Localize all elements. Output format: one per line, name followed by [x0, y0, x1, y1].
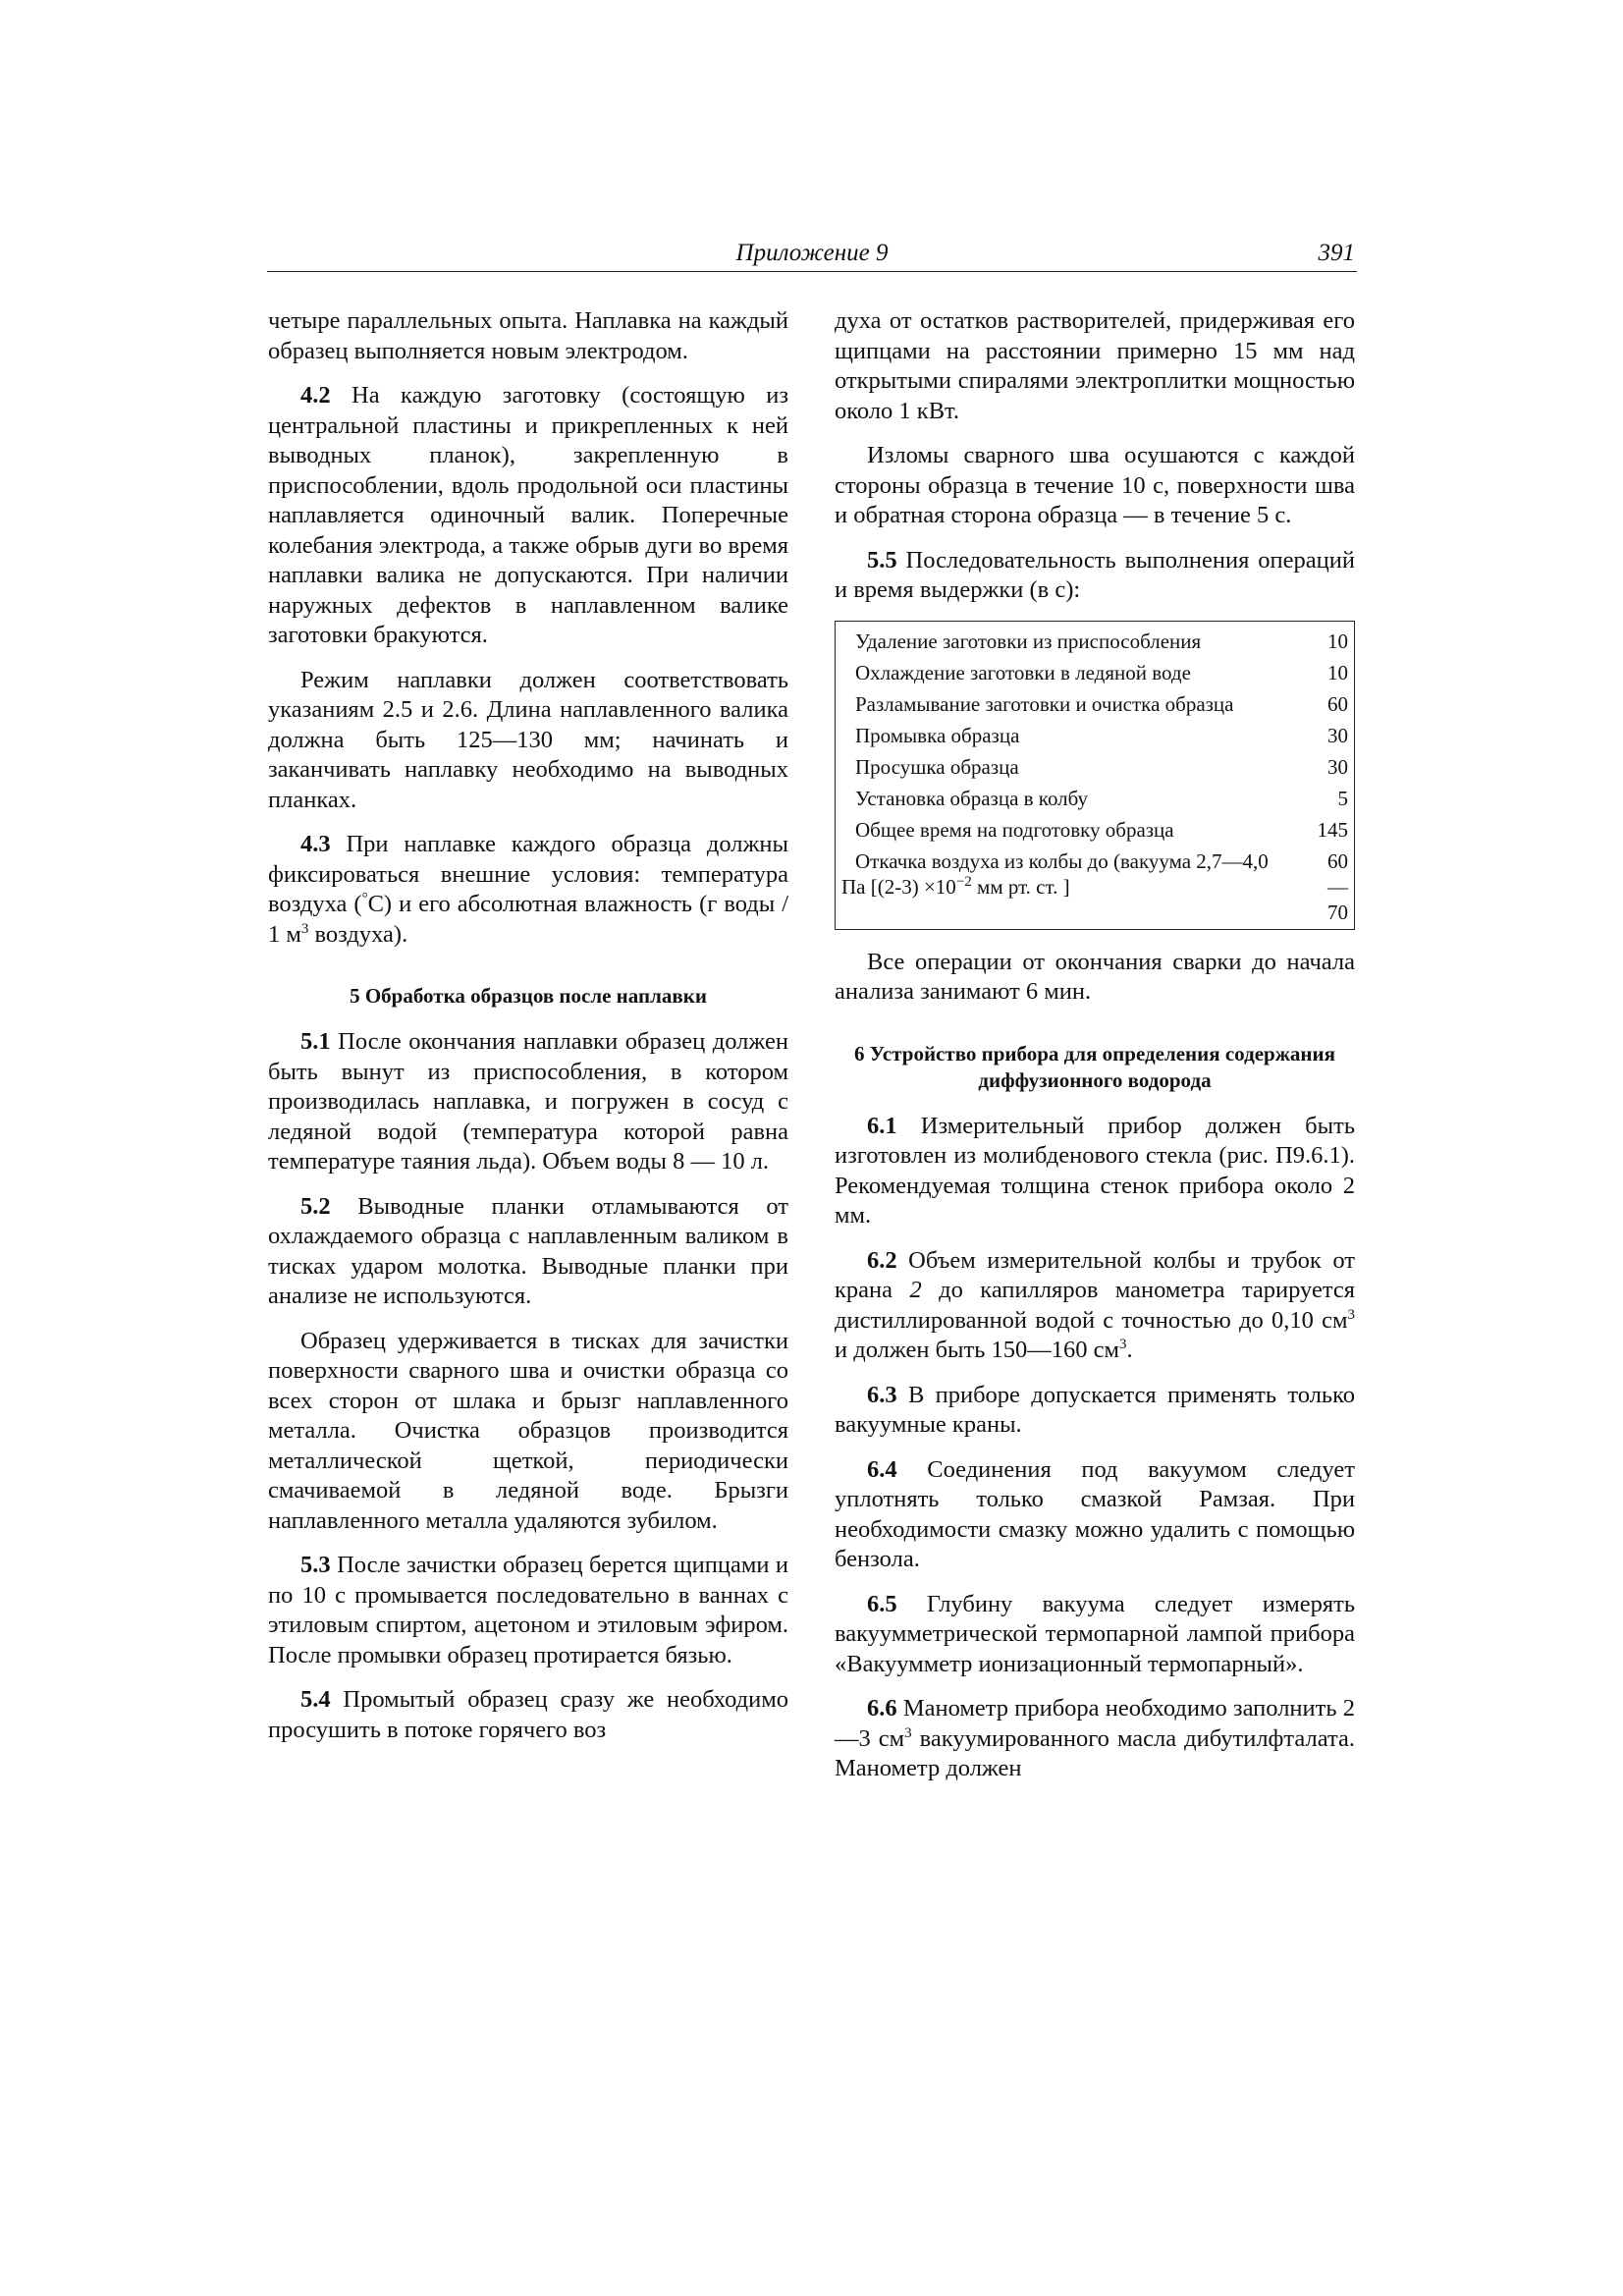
- superscript: 3: [300, 920, 309, 937]
- running-header: [267, 238, 1357, 272]
- clause-text: Измерительный прибор должен быть изготовлен из молибденового стекла (рис. П9.6.1). Рекомендуемая толщина стенок прибора около 2 мм.: [835, 1112, 1355, 1229]
- clause-text: На каждую заготовку (состоящую из центральной пластины и прикрепленных к ней выводных планок), закрепленную в приспособлении, вдоль продольной оси пластины наплавляется одиночный валик. Поперечные колебания электрода, а также обрыв дуги во время наплавки валика не допускаются. При наличии наружных дефектов в наплавленном валике заготовки бракуются.: [268, 382, 788, 648]
- clause-number: 5.4: [300, 1686, 331, 1713]
- clause-text: В приборе допускается применять только вакуумные краны.: [835, 1381, 1355, 1438]
- superscript: −2: [955, 873, 972, 890]
- clause-number: 6.3: [867, 1381, 897, 1408]
- paragraph-4-2: [268, 381, 788, 651]
- clause-text: C) и его абсолютная влажность (г воды / 1 м: [268, 891, 788, 948]
- paragraph-6-6: [835, 1694, 1355, 1784]
- clause-number: 6.5: [867, 1590, 897, 1617]
- clause-text: Промытый образец сразу же необходимо просушить в потоке горячего воз: [268, 1686, 788, 1743]
- left-column: [268, 306, 788, 1760]
- clause-number: 6.4: [867, 1455, 897, 1483]
- paragraph-5-2: [268, 1192, 788, 1312]
- section-heading-5: 5 Обработка образцов после наплавки: [350, 984, 707, 1008]
- clause-number: 4.3: [300, 831, 331, 857]
- right-column: [835, 306, 1355, 1799]
- operation-name: Охлаждение заготовки в ледяной воде: [855, 660, 1191, 684]
- clause-number: 6.6: [867, 1695, 897, 1722]
- degree-sign: °: [361, 890, 368, 906]
- paragraph-intro: четыре параллельных опыта. Наплавка на каждый образец выполняется новым электродом.: [268, 307, 788, 364]
- clause-text: При наплавке каждого образца должны фиксироваться внешние условия: температура воздуха (: [268, 831, 788, 917]
- table-row: [841, 754, 1348, 780]
- paragraph-6-2: [835, 1246, 1355, 1366]
- operation-name: Разламывание заготовки и очистка образца: [855, 691, 1234, 716]
- clause-number: 5.5: [867, 546, 897, 574]
- paragraph-4-2-b: Режим наплавки должен соответствовать указаниям 2.5 и 2.6. Длина наплавленного валика должна быть 125—130 мм; начинать и заканчивать наплавку необходимо на выводных планках.: [268, 666, 788, 813]
- header-title: Приложение 9: [735, 240, 889, 266]
- paragraph-izlomy: Изломы сварного шва осушаются с каждой стороны образца в течение 10 с, поверхности шва и обратная сторона образца — в течение 5 с.: [835, 442, 1355, 528]
- clause-text: Последовательность выполнения операций и время выдержки (в с):: [835, 546, 1355, 603]
- clause-number: 4.2: [300, 382, 331, 409]
- operation-name: Просушка образца: [855, 754, 1019, 779]
- superscript: 3: [1347, 1306, 1355, 1323]
- paragraph-5-2-b: Образец удерживается в тисках для зачистки поверхности сварного шва и очистки образца со всех сторон от шлака и брызг наплавленного металла. Очистка образцов производится металлической щеткой, периодически смачиваемой в ледяной воде. Брызги наплавленного металла удаляются зубилом.: [268, 1327, 788, 1534]
- operation-time: [1305, 848, 1348, 925]
- superscript: 3: [1119, 1336, 1127, 1352]
- operation-time: 30: [1327, 754, 1348, 779]
- clause-text: воздуха).: [308, 920, 408, 948]
- clause-number: 5.3: [300, 1552, 331, 1578]
- operation-time-part: 60 —: [1327, 848, 1348, 899]
- operation-name: Установка образца в колбу: [855, 786, 1089, 810]
- clause-text: .: [1126, 1337, 1133, 1363]
- paragraph-4-3: [268, 830, 788, 950]
- clause-text: Объем измерительной колбы и трубок от крана: [835, 1246, 1355, 1303]
- paragraph-5-1: [268, 1027, 788, 1177]
- paragraph-6-3: [835, 1381, 1355, 1441]
- clause-text: вакуумированного масла дибутилфталата. Манометр должен: [835, 1724, 1355, 1781]
- operation-time: 10: [1327, 629, 1348, 653]
- table-row: [841, 691, 1348, 717]
- section-heading-6: 6 Устройство прибора для определения содержания диффузионного водорода: [853, 1041, 1335, 1092]
- clause-number: 5.2: [300, 1192, 331, 1220]
- operation-name: Удаление заготовки из приспособления: [855, 629, 1202, 653]
- clause-number: 6.2: [867, 1246, 897, 1274]
- operation-name: [841, 848, 1305, 925]
- table-row: [841, 817, 1348, 843]
- table-row: [841, 848, 1348, 925]
- paragraph-6-5: [835, 1590, 1355, 1680]
- clause-text: до капилляров манометра тарируется дистиллированной водой с точностью до 0,10 см: [835, 1277, 1355, 1334]
- operation-name-part: мм рт. ст. ]: [971, 874, 1070, 899]
- paragraph-6-1: [835, 1112, 1355, 1231]
- superscript: 3: [904, 1724, 912, 1741]
- paragraph-5-4: [268, 1685, 788, 1745]
- clause-text: Глубину вакуума следует измерять вакуумметрической термопарной лампой прибора «Вакуумметр ионизационный термопарный».: [835, 1590, 1355, 1677]
- table-row: [841, 660, 1348, 685]
- table-row: [841, 786, 1348, 811]
- paragraph-continuation: духа от остатков растворителей, придерживая его щипцами на расстоянии примерно 15 мм над открытыми спиралями электроплитки мощностью около 1 кВт.: [835, 307, 1355, 424]
- operations-table: [835, 621, 1355, 930]
- table-row: [841, 723, 1348, 748]
- table-row: [841, 629, 1348, 654]
- operation-time: 60: [1327, 691, 1348, 716]
- operation-name-part: Откачка воздуха из колбы до (вакуума 2,7—4,0 Па [(2-3) ×10: [841, 848, 1269, 899]
- paragraph-6-4: [835, 1455, 1355, 1575]
- clause-number: 6.1: [867, 1112, 897, 1139]
- clause-text: и должен быть 150—160 см: [835, 1337, 1120, 1363]
- clause-text: После зачистки образец берется щипцами и по 10 с промывается последовательно в ваннах с этиловым спиртом, ацетоном и этиловым эфиром. После промывки образец протирается бязью.: [268, 1552, 788, 1668]
- clause-text: Выводные планки отламываются от охлаждаемого образца с наплавленным валиком в тисках ударом молотка. Выводные планки при анализе не используются.: [268, 1192, 788, 1309]
- operation-time: 5: [1337, 786, 1348, 810]
- page-number: 391: [1318, 240, 1355, 266]
- paragraph-5-3: [268, 1551, 788, 1670]
- clause-number: 5.1: [300, 1028, 331, 1055]
- clause-text: После окончания наплавки образец должен быть вынут из приспособления, в котором производилась наплавка, и погружен в сосуд с ледяной водой (температура которой равна температуре таяния льда). Объем воды 8 — 10 л.: [268, 1028, 788, 1175]
- operation-time: 30: [1327, 723, 1348, 747]
- clause-text: Соединения под вакуумом следует уплотнять только смазкой Рамзая. При необходимости смазку можно удалить с помощью бензола.: [835, 1455, 1355, 1572]
- paragraph-all-operations: Все операции от окончания сварки до начала анализа занимают 6 мин.: [835, 948, 1355, 1005]
- operation-time: 10: [1327, 660, 1348, 684]
- crane-number: 2: [909, 1277, 922, 1303]
- clause-text: Манометр прибора необходимо заполнить 2—3 см: [835, 1695, 1355, 1752]
- paragraph-5-5: [835, 546, 1355, 606]
- operation-time: 145: [1317, 817, 1348, 842]
- operation-name: Общее время на подготовку образца: [855, 817, 1174, 842]
- operation-time-part: 70: [1327, 900, 1348, 924]
- operation-name: Промывка образца: [855, 723, 1020, 747]
